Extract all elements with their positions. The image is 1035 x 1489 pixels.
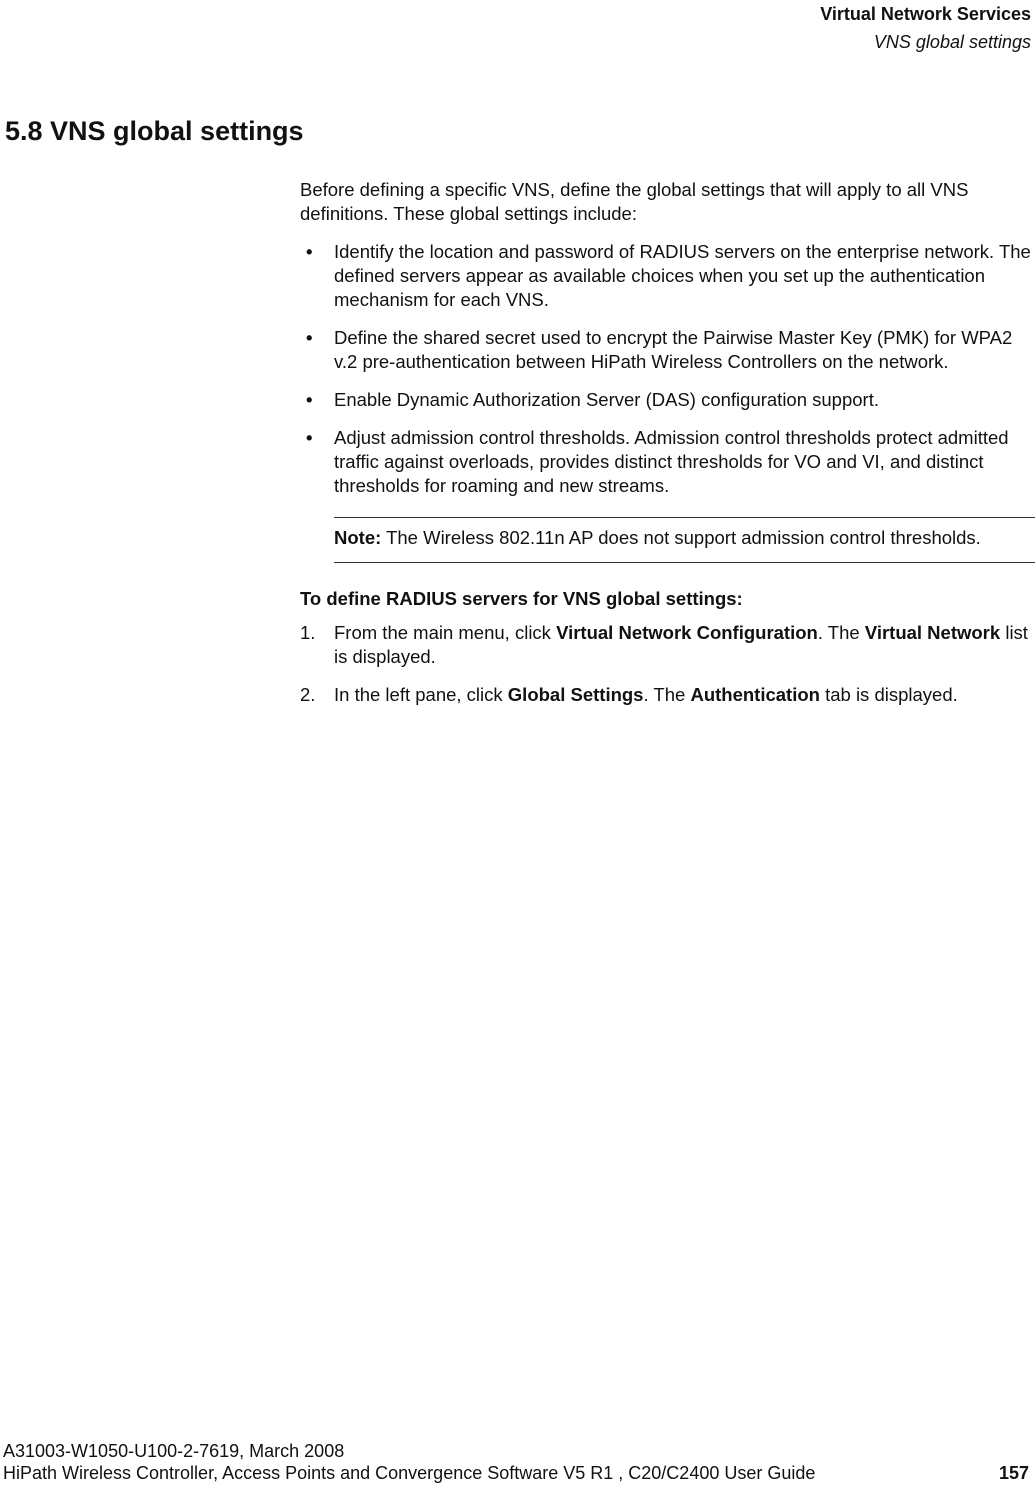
- page-number: 157: [998, 1463, 1029, 1483]
- settings-bullet-list: [300, 240, 1035, 498]
- step-text: tab is displayed.: [819, 684, 958, 705]
- footer-guide-title: HiPath Wireless Controller, Access Points and Convergence Software V5 R1 , C20/C2400 User Guide: [3, 1463, 816, 1483]
- footer-doc-id: A31003-W1050-U100-2-7619, March 2008: [3, 1441, 345, 1461]
- running-header: [820, 0, 1031, 56]
- step-item: [300, 683, 1035, 707]
- tab-reference: Authentication: [690, 684, 820, 705]
- list-item-text: Identify the location and password of RADIUS servers on the enterprise network. The defined servers appear as available choices when you set up the authentication mechanism for each VNS.: [334, 241, 1031, 310]
- step-item: [300, 621, 1035, 669]
- bullet-icon: •: [306, 327, 313, 348]
- procedure-steps: [300, 621, 1035, 707]
- note-text: The Wireless 802.11n AP does not support admission control thresholds.: [381, 527, 981, 548]
- bullet-icon: •: [306, 389, 313, 410]
- note-box: [334, 517, 1035, 563]
- list-item-text: Define the shared secret used to encrypt the Pairwise Master Key (PMK) for WPA2 v.2 pre-authentication between HiPath Wireless Controllers on the network.: [334, 327, 1013, 372]
- step-number: 1.: [300, 622, 316, 643]
- list-item: [300, 240, 1035, 312]
- list-item-text: Adjust admission control thresholds. Admission control thresholds protect admitted traffic against overloads, provides distinct thresholds for VO and VI, and distinct thresholds for roaming and new streams.: [334, 427, 1009, 496]
- step-number: 2.: [300, 684, 316, 705]
- bullet-icon: •: [306, 427, 313, 448]
- list-item-text: Enable Dynamic Authorization Server (DAS) configuration support.: [334, 389, 879, 410]
- step-text: . The: [817, 622, 865, 643]
- header-chapter-title: Virtual Network Services: [820, 4, 1031, 24]
- header-section-title: VNS global settings: [873, 32, 1031, 52]
- page-footer: [3, 1440, 1033, 1484]
- step-text: list is displayed.: [334, 622, 1028, 667]
- bullet-icon: •: [306, 241, 313, 262]
- procedure-title: To define RADIUS servers for VNS global settings:: [300, 588, 743, 609]
- section-heading: 5.8 VNS global settings: [5, 116, 304, 146]
- note-label: Note:: [334, 527, 382, 548]
- step-text: . The: [643, 684, 691, 705]
- pane-item-reference: Global Settings: [507, 684, 644, 705]
- step-text: In the left pane, click: [334, 684, 508, 705]
- body-content: [300, 178, 1035, 721]
- intro-paragraph: Before defining a specific VNS, define the global settings that will apply to all VNS definitions. These global settings include:: [300, 179, 969, 224]
- list-reference: Virtual Network: [864, 622, 1001, 643]
- list-item: [300, 426, 1035, 498]
- menu-item-reference: Virtual Network Configuration: [556, 622, 818, 643]
- list-item: [300, 388, 1035, 412]
- list-item: [300, 326, 1035, 374]
- step-text: From the main menu, click: [334, 622, 557, 643]
